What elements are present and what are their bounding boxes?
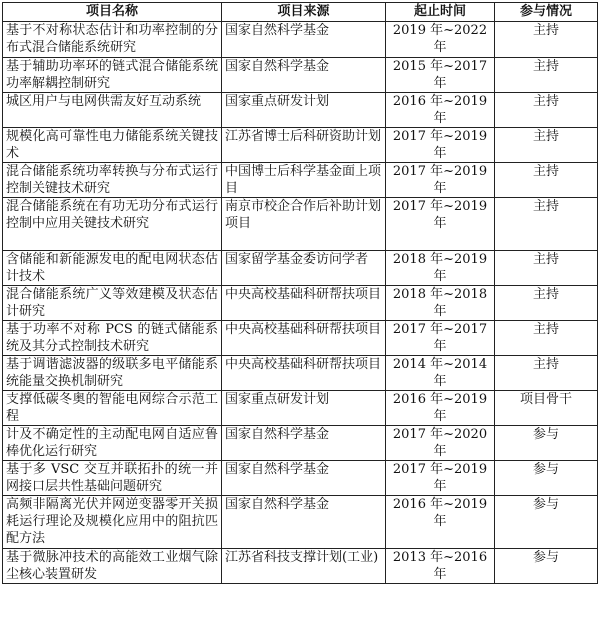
participation-cell: 项目骨干: [495, 391, 598, 426]
table-row: [3, 163, 598, 198]
table-row: [3, 391, 598, 426]
project-source-cell: 国家自然科学基金: [222, 22, 386, 58]
period-cell: 2013 年~2016 年: [386, 549, 495, 584]
table-row: [3, 286, 598, 321]
project-source-cell: 中央高校基础科研帮扶项目: [222, 356, 386, 391]
project-source-cell: 江苏省科技支撑计划(工业): [222, 549, 386, 584]
period-cell: 2017 年~2019 年: [386, 198, 495, 251]
period-cell: 2016 年~2019 年: [386, 496, 495, 549]
project-name-cell: 基于功率不对称 PCS 的链式储能系统及其分式控制技术研究: [3, 321, 222, 356]
project-name-cell: 高频非隔离光伏并网逆变器零开关损耗运行理论及规模化应用中的阻抗匹配方法: [3, 496, 222, 549]
table-row: [3, 461, 598, 496]
period-cell: 2017 年~2019 年: [386, 163, 495, 198]
project-source-cell: 国家重点研发计划: [222, 391, 386, 426]
project-source-cell: 国家自然科学基金: [222, 58, 386, 93]
participation-cell: 主持: [495, 128, 598, 163]
participation-cell: 参与: [495, 461, 598, 496]
project-name-cell: 含储能和新能源发电的配电网状态估计技术: [3, 251, 222, 286]
participation-cell: 参与: [495, 496, 598, 549]
project-name-cell: 基于不对称状态估计和功率控制的分布式混合储能系统研究: [3, 22, 222, 58]
table-row: [3, 356, 598, 391]
project-name-cell: 支撑低碳冬奥的智能电网综合示范工程: [3, 391, 222, 426]
table-row: [3, 22, 598, 58]
participation-cell: 参与: [495, 426, 598, 461]
table-row: [3, 251, 598, 286]
participation-cell: 主持: [495, 321, 598, 356]
project-source-cell: 中央高校基础科研帮扶项目: [222, 286, 386, 321]
table-row: [3, 496, 598, 549]
table-row: [3, 321, 598, 356]
participation-cell: 参与: [495, 549, 598, 584]
participation-cell: 主持: [495, 251, 598, 286]
project-name-cell: 混合储能系统功率转换与分布式运行控制关键技术研究: [3, 163, 222, 198]
participation-cell: 主持: [495, 163, 598, 198]
table-row: [3, 128, 598, 163]
project-name-cell: 基于调谐滤波器的级联多电平储能系统能量交换机制研究: [3, 356, 222, 391]
project-table-container: [2, 2, 597, 584]
project-name-cell: 基于微脉冲技术的高能效工业烟气除尘核心装置研发: [3, 549, 222, 584]
participation-cell: 主持: [495, 58, 598, 93]
project-name-cell: 基于辅助功率环的链式混合储能系统功率解耦控制研究: [3, 58, 222, 93]
table-row: [3, 198, 598, 251]
period-cell: 2017 年~2020 年: [386, 426, 495, 461]
project-table: [2, 2, 598, 584]
project-name-cell: 城区用户与电网供需友好互动系统: [3, 93, 222, 128]
participation-cell: 主持: [495, 356, 598, 391]
period-cell: 2019 年~2022 年: [386, 22, 495, 58]
period-cell: 2017 年~2019 年: [386, 461, 495, 496]
period-cell: 2016 年~2019 年: [386, 391, 495, 426]
project-source-cell: 江苏省博士后科研资助计划: [222, 128, 386, 163]
period-cell: 2015 年~2017 年: [386, 58, 495, 93]
header-project-name: 项目名称: [3, 3, 222, 22]
project-name-cell: 基于多 VSC 交互并联拓扑的统一并网接口层共性基础问题研究: [3, 461, 222, 496]
project-source-cell: 中央高校基础科研帮扶项目: [222, 321, 386, 356]
header-participation: 参与情况: [495, 3, 598, 22]
participation-cell: 主持: [495, 198, 598, 251]
period-cell: 2016 年~2019 年: [386, 93, 495, 128]
project-source-cell: 国家自然科学基金: [222, 426, 386, 461]
project-source-cell: 南京市校企合作后补助计划项目: [222, 198, 386, 251]
project-source-cell: 国家留学基金委访问学者: [222, 251, 386, 286]
period-cell: 2017 年~2019 年: [386, 128, 495, 163]
participation-cell: 主持: [495, 93, 598, 128]
period-cell: 2018 年~2019 年: [386, 251, 495, 286]
table-row: [3, 93, 598, 128]
project-source-cell: 国家自然科学基金: [222, 461, 386, 496]
project-name-cell: 混合储能系统广义等效建模及状态估计研究: [3, 286, 222, 321]
project-name-cell: 规模化高可靠性电力储能系统关键技术: [3, 128, 222, 163]
table-header-row: [3, 3, 598, 22]
project-source-cell: 国家重点研发计划: [222, 93, 386, 128]
period-cell: 2018 年~2018 年: [386, 286, 495, 321]
project-source-cell: 中国博士后科学基金面上项目: [222, 163, 386, 198]
table-row: [3, 426, 598, 461]
participation-cell: 主持: [495, 22, 598, 58]
period-cell: 2017 年~2017 年: [386, 321, 495, 356]
project-source-cell: 国家自然科学基金: [222, 496, 386, 549]
project-name-cell: 混合储能系统在有功无功分布式运行控制中应用关键技术研究: [3, 198, 222, 251]
period-cell: 2014 年~2014 年: [386, 356, 495, 391]
table-row: [3, 58, 598, 93]
header-period: 起止时间: [386, 3, 495, 22]
header-project-source: 项目来源: [222, 3, 386, 22]
participation-cell: 主持: [495, 286, 598, 321]
table-row: [3, 549, 598, 584]
project-name-cell: 计及不确定性的主动配电网自适应鲁棒优化运行研究: [3, 426, 222, 461]
